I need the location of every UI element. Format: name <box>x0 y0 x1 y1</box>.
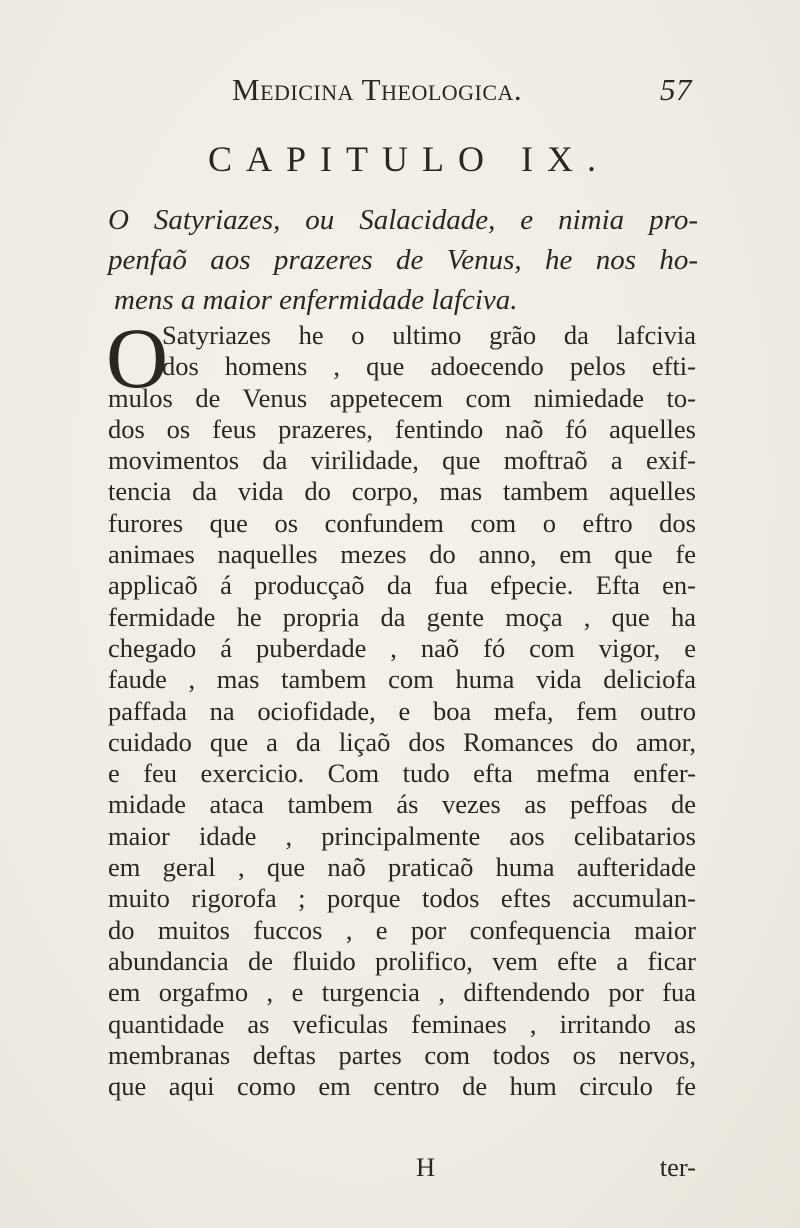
text-line: paffada na ociofidade, e boa mefa, fem outro <box>108 695 696 726</box>
subtitle-line: O Satyriazes, ou Salacidade, e nimia pro- <box>108 204 698 236</box>
text-line: tencia da vida do corpo, mas tambem aquelles <box>108 476 696 507</box>
signature-mark: H <box>416 1152 436 1182</box>
subtitle-line: penfaõ aos prazeres de Venus, he nos ho- <box>108 244 698 276</box>
text-line: dos homens , que adoecendo pelos efti- <box>162 351 696 382</box>
text-line: applicaõ á producçaõ da fua efpecie. Efta en- <box>108 570 696 601</box>
running-head <box>232 72 692 112</box>
chapter-subtitle <box>108 200 698 320</box>
text-line: maior idade , principalmente aos celibatarios <box>108 820 696 851</box>
text-line: do muitos fuccos , e por confequencia maior <box>108 914 696 945</box>
catchword: ter- <box>659 1152 696 1182</box>
text-line: fermidade he propria da gente moça , que ha <box>108 601 696 632</box>
text-line: furores que os confundem com o eftro dos <box>108 507 696 538</box>
text-line: quantidade as veficulas feminaes , irritando as <box>108 1008 696 1039</box>
text-line: membranas deftas partes com todos os nervos, <box>108 1039 696 1070</box>
text-line: mulos de Venus appetecem com nimiedade to- <box>108 382 696 413</box>
text-line: movimentos da virilidade, que moftraõ a exif- <box>108 445 696 476</box>
text-line: midade ataca tambem ás vezes as peffoas de <box>108 789 696 820</box>
text-line: Satyriazes he o ultimo grão da lafcivia <box>162 320 696 350</box>
chapter-heading: CAPITULO IX. <box>208 139 610 179</box>
text-line: em orgafmo , e turgencia , diftendendo por fua <box>108 977 696 1008</box>
text-line: chegado á puberdade , naõ fó com vigor, e <box>108 632 696 663</box>
subtitle-line: mens a maior enfermidade lafciva. <box>114 284 518 316</box>
text-line: faude , mas tambem com huma vida deliciofa <box>108 664 696 695</box>
page-footer <box>108 1152 696 1186</box>
text-line: que aqui como em centro de hum circulo fe <box>108 1071 696 1102</box>
text-line: muito rigorofa ; porque todos eftes accumulan- <box>108 883 696 914</box>
body-text <box>106 310 696 1102</box>
page-number: 57 <box>660 72 692 107</box>
text-line: dos os feus prazeres, fentindo naõ fó aquelles <box>108 413 696 444</box>
text-line: em geral , que naõ praticaõ huma aufteridade <box>108 852 696 883</box>
running-title: Medicina Theologica. <box>232 72 523 107</box>
text-line: e feu exercicio. Com tudo efta mefma enfer- <box>108 758 696 789</box>
text-line: cuidado que a da liçaõ dos Romances do amor, <box>108 726 696 757</box>
text-line: animaes naquelles mezes do anno, em que fe <box>108 539 696 570</box>
text-line: abundancia de fluido prolifico, vem efte a ficar <box>108 945 696 976</box>
drop-cap: O <box>106 310 169 406</box>
